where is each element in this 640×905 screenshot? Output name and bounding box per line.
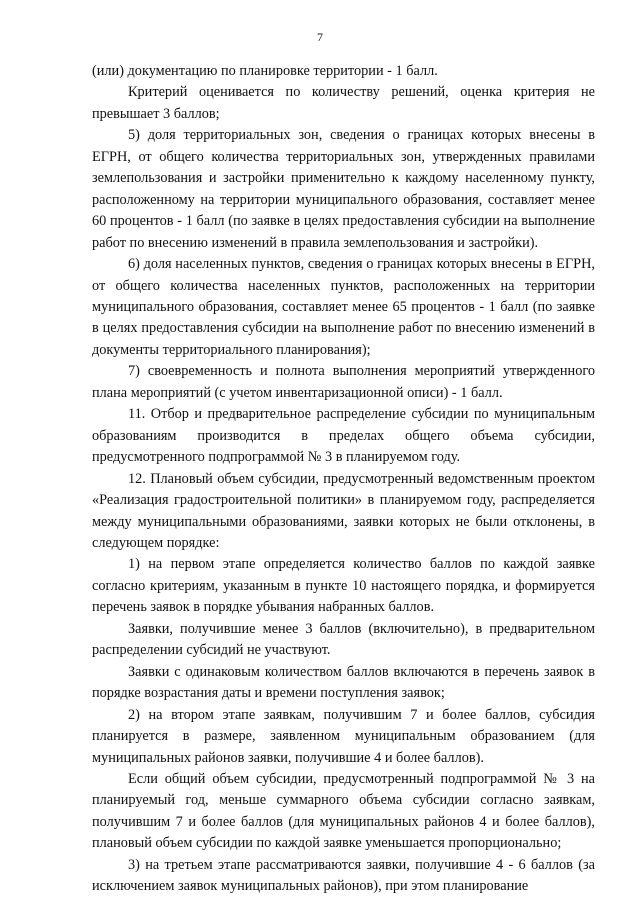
paragraph-item-7: 7) своевременность и полнота выполнения мероприятий утвержденного плана мероприятий (с учетом инвентаризационной описи) - 1 балл. bbox=[92, 363, 595, 401]
paragraph-stage-1-exclusion: Заявки, получившие менее 3 баллов (включительно), в предварительном распределении субсидий не участвуют. bbox=[92, 620, 595, 659]
paragraph-stage-2: 2) на втором этапе заявкам, получившим 7 и более баллов, субсидия планируется в размере, заявленном муниципальным образованием (для муниципальных районов заявки, получившие 4 и более баллов). bbox=[92, 706, 595, 766]
page-number: 7 bbox=[317, 30, 323, 44]
paragraph-item-5: 5) доля территориальных зон, сведения о границах которых внесены в ЕГРН, от общего количества территориальных зон, утвержденных правилами землепользования и застройки применительно к каждому населенному пункту, расположенному на территории муниципального образования, составляет менее 60 процентов - 1 балл (по заявке в целях предоставления субсидии на выполнение работ по внесению изменений в правила землепользования и застройки). bbox=[92, 127, 595, 251]
paragraph-stage-3: 3) на третьем этапе рассматриваются заявки, получившие 4 - 6 баллов (за исключением заявок муниципальных районов), при этом планирование bbox=[92, 856, 595, 895]
paragraph-stage-1-ordering: Заявки с одинаковым количеством баллов включаются в перечень заявок в порядке возрастания даты и времени поступления заявок; bbox=[92, 663, 595, 702]
paragraph-continuation: (или) документацию по планировке территории - 1 балл. bbox=[92, 63, 438, 79]
document-body bbox=[92, 61, 595, 898]
paragraph-stage-1: 1) на первом этапе определяется количество баллов по каждой заявке согласно критериям, указанным в пункте 10 настоящего порядка, и формируется перечень заявок в порядке убывания набранных баллов. bbox=[92, 556, 595, 616]
paragraph-criterion-note: Критерий оценивается по количеству решений, оценка критерия не превышает 3 баллов; bbox=[92, 84, 595, 122]
paragraph-stage-2-reduction: Если общий объем субсидии, предусмотренный подпрограммой № 3 на планируемый год, меньше суммарного объема субсидии согласно заявкам, получившим 7 и более баллов (для муниципальных районов 4 и более баллов), плановый объем субсидии по каждой заявке уменьшается пропорционально; bbox=[92, 770, 595, 852]
paragraph-section-11: 11. Отбор и предварительное распределение субсидии по муниципальным образованиям производится в пределах общего объема субсидии, предусмотренного подпрограммой № 3 в планируемом году. bbox=[92, 406, 595, 466]
paragraph-item-6: 6) доля населенных пунктов, сведения о границах которых внесены в ЕГРН, от общего количества населенных пунктов, расположенных на территории муниципального образования, составляет менее 65 процентов - 1 балл (по заявке в целях предоставления субсидии на выполнение работ по внесению изменений в документы территориального планирования); bbox=[92, 256, 595, 358]
paragraph-section-12: 12. Плановый объем субсидии, предусмотренный ведомственным проектом «Реализация градостроительной политики» в планируемом году, распределяется между муниципальными образованиями, заявки которых не были отклонены, в следующем порядке: bbox=[92, 470, 595, 551]
